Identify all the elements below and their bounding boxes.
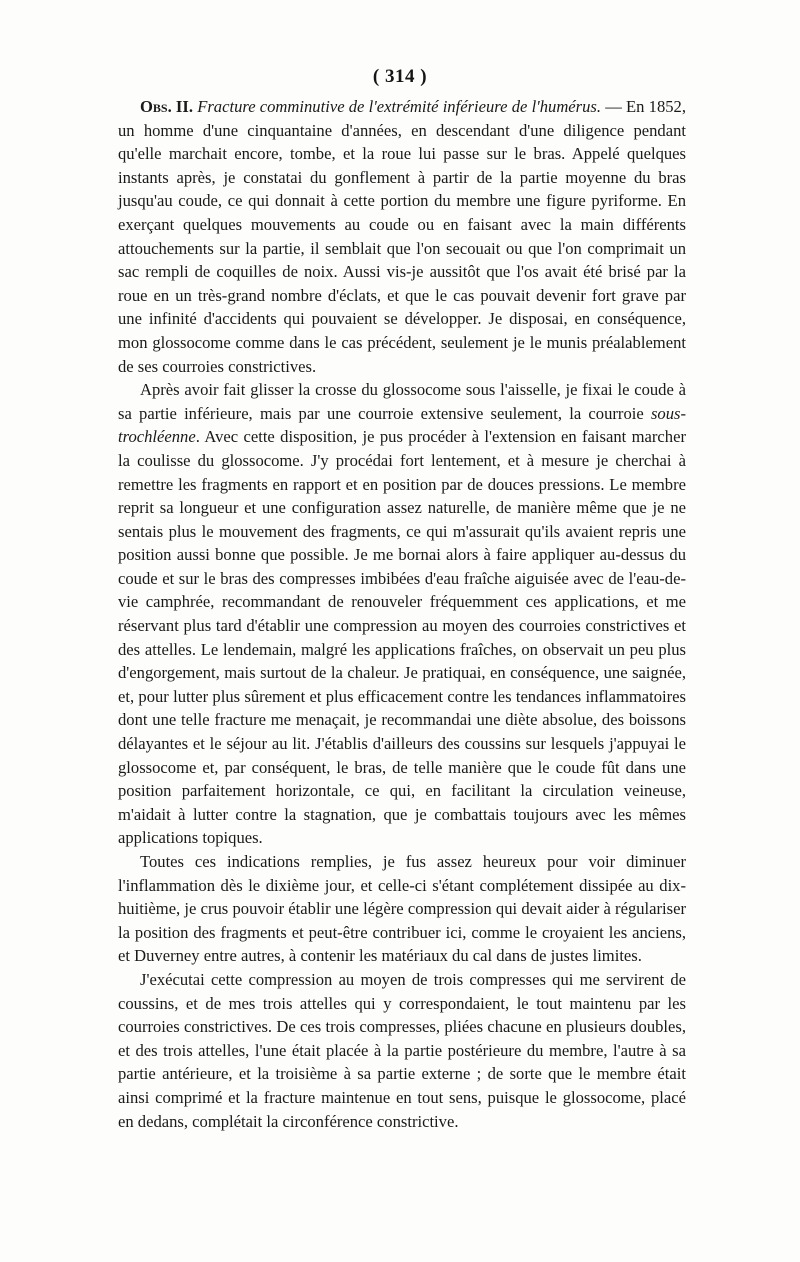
observation-label: Obs. II. [140, 97, 193, 116]
paragraph-2-text-after: . Avec cette disposition, je pus procéder à l'extension en faisant marcher la coulisse du glossocome. J'y procédai fort lentement, et à mesure je cherchai à remettre les fragments en rapport et en position par de douces pressions. Le membre reprit sa longueur et une configuration assez naturelle, de manière même que je ne sentais plus le mouvement des fragments, ce qui m'assurait qu'ils avaient repris une position aussi bonne que possible. Je me bornai alors à faire appliquer au-dessus du coude et sur le bras des compresses imbibées d'eau fraîche aiguisée avec de l'eau-de-vie camphrée, recommandant de renouveler fréquemment ces applications, et me réservant plus tard d'établir une compression au moyen des courroies constrictives et des attelles. Le lendemain, malgré les applications fraîches, on observait un peu plus d'engorgement, mais surtout de la chaleur. Je pratiquai, en conséquence, une saignée, et, pour lutter plus sûrement et plus efficacement contre les tendances inflammatoires dont une telle fracture me menaçait, je recommandai une diète absolue, des boissons délayantes et le séjour au lit. J'établis d'ailleurs des coussins sur lesquels j'appuyai le glossocome et, par conséquent, le bras, de telle manière que le coude fût dans une position parfaitement horizontale, ce qui, en facilitant la circulation veineuse, m'aidait à lutter contre la stagnation, que je combattais toujours avec les mêmes applications topiques. [118, 427, 686, 848]
page-number: ( 314 ) [372, 66, 428, 87]
paragraph-3 [118, 850, 686, 968]
paragraph-2 [118, 378, 686, 850]
paragraph-3-text: Toutes ces indications remplies, je fus assez heureux pour voir diminuer l'inflammation dès le dixième jour, et celle-ci s'étant complétement dissipée au dix-huitième, je crus pouvoir établir une légère compression qui devait aider à régulariser la position des fragments et peut-être contribuer ici, comme le croyaient les anciens, et Duverney entre autres, à contenir les matériaux du cal dans de justes limites. [118, 852, 686, 966]
paragraph-1-text: — En 1852, un homme d'une cinquantaine d'années, en descendant d'une diligence pendant qu'elle marchait encore, tombe, et la roue lui passe sur le bras. Appelé quelques instants après, je constatai du gonflement à partir de la partie moyenne du bras jusqu'au coude, ce qui donnait à cette portion du membre une figure pyriforme. En exerçant quelques mouvements au coude ou en faisant avec la main différents attouchements sur la partie, il semblait que l'on secouait ou que l'on comprimait un sac rempli de coquilles de noix. Aussi vis-je aussitôt que l'os avait été brisé par la roue en un très-grand nombre d'éclats, et que le cas pouvait devenir fort grave par une infinité d'accidents qui pouvaient se développer. Je disposai, en conséquence, mon glossocome comme dans le cas précédent, seulement je le munis préalablement de ses courroies constrictives. [118, 97, 686, 376]
body-text [118, 95, 686, 1133]
paragraph-4-text: J'exécutai cette compression au moyen de trois compresses qui me servirent de coussins, et de mes trois attelles qui y correspondaient, le tout maintenu par les courroies constrictives. De ces trois compresses, pliées chacune en plusieurs doubles, et des trois attelles, l'une était placée à la partie postérieure du membre, l'autre à sa partie antérieure, et la troisième à sa partie externe ; de sorte que le membre était ainsi comprimé et la fracture maintenue en tout sens, puisque le glossocome, placé en dedans, complétait la circonférence constrictive. [118, 969, 686, 1131]
paragraph-observation [118, 95, 686, 378]
paragraph-2-text-before: Après avoir fait glisser la crosse du glossocome sous l'aisselle, je fixai le coude à sa partie inférieure, mais par une courroie extensive seulement, la courroie [118, 380, 686, 423]
paragraph-2-italic-term: sous-trochléenne [118, 403, 686, 447]
paragraph-4 [118, 968, 686, 1133]
observation-title: Fracture comminutive de l'extrémité inférieure de l'humérus. [197, 97, 602, 116]
